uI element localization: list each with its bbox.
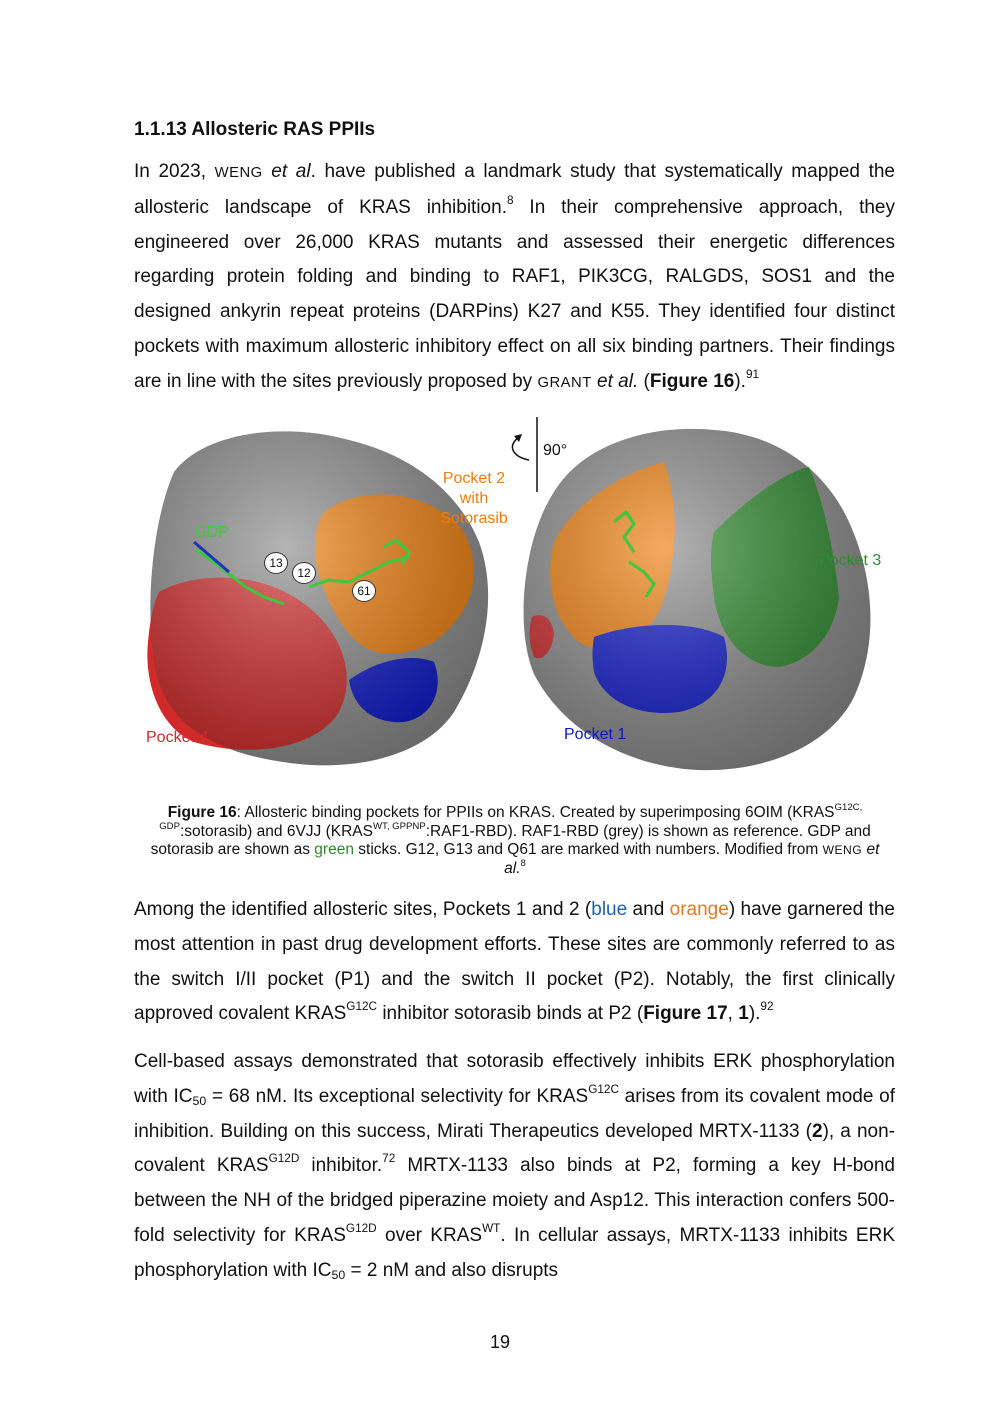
et-al: et al: [262, 161, 311, 182]
pocket-2-label: [434, 469, 514, 529]
text-run: ).: [734, 370, 746, 392]
figure-16: [134, 412, 894, 790]
citation: 92: [760, 1000, 774, 1014]
pocket-1-label: Pocket 1: [564, 726, 627, 743]
gdp-label: GDP: [194, 524, 229, 541]
text-run: ) have garnered the most attention in past drug development efforts. These sites are commonly referred to as the switch I/II pocket (P1) and the switch II pocket (P2). Notably, the first clinically approved covalent KRAS: [134, 899, 895, 1025]
citation: 8: [506, 193, 514, 207]
et-al: et al.: [591, 370, 639, 392]
text-run: sticks. G12, G13 and Q61 are marked with numbers. Modified from: [353, 841, 823, 858]
paragraph-1: [134, 155, 895, 401]
compound-number: 2: [812, 1120, 823, 1142]
section-heading: 1.1.13 Allosteric RAS PPIIs: [134, 119, 376, 140]
text-run: inhibitor sotorasib binds at P2 (: [377, 1003, 644, 1025]
text-run: over KRAS: [376, 1224, 483, 1246]
paragraph-3: [134, 1045, 895, 1289]
text-run: . have published a landmark study that systematically mapped the allosteric landscape of KRAS inhibition.: [134, 161, 895, 218]
subscript: 50: [331, 1267, 346, 1282]
text-run: ), a non-covalent KRAS: [134, 1120, 895, 1177]
superscript: G12C, GDP: [159, 801, 863, 832]
text-run: = 68 nM. Its exceptional selectivity for KRAS: [206, 1085, 589, 1107]
pocket-4-label: Pocket 4: [146, 729, 209, 746]
right-protein-view: [524, 429, 871, 770]
text-run: :RAF1-RBD). RAF1-RBD (grey) is shown as reference. GDP and sotorasib are shown as: [150, 822, 871, 858]
author-name: WENG: [214, 165, 263, 181]
text-run: : Allosteric binding pockets for PPIIs on KRAS. Created by superimposing 6OIM (KRAS: [236, 804, 835, 821]
author-name: GRANT: [537, 374, 592, 391]
et-al: et al.: [504, 841, 880, 877]
text-run: (: [638, 370, 650, 392]
text-run: = 2 nM and also disrupts: [345, 1259, 559, 1281]
pocket-3-label: Pocket 3: [819, 552, 882, 569]
rotation-indicator: [512, 417, 537, 492]
subscript: 50: [192, 1093, 207, 1108]
text-run: and: [627, 899, 670, 920]
page-number: 19: [489, 1332, 511, 1352]
compound-number: 1: [738, 1003, 749, 1025]
citation: 8: [520, 857, 526, 869]
caption-label: Figure 16: [167, 804, 237, 821]
figure-reference: Figure 16: [649, 370, 735, 392]
residue-61-badge: 61: [352, 580, 376, 602]
figure-caption: [150, 801, 880, 878]
text-run: In their comprehensive approach, they engineered over 26,000 KRAS mutants and assessed their energetic differences regarding protein folding and binding to RAF1, PIK3CG, RALGDS, SOS1 and the designed ankyrin repeat proteins (DARPins) K27 and K55. They identified four distinct pockets with maximum allosteric inhibitory effect on all six binding partners. Their findings are in line with the sites previously proposed by: [134, 196, 895, 392]
superscript: G12D: [268, 1152, 300, 1166]
superscript: G12C: [346, 1000, 378, 1014]
surface-shading-right: [524, 429, 871, 770]
residue-13-badge: 13: [264, 552, 288, 574]
text-run: In 2023,: [134, 161, 215, 182]
pocket-2-label-line: Pocket 2: [442, 470, 506, 487]
residue-12-badge: 12: [292, 562, 316, 584]
text-run: MRTX-1133 also binds at P2, forming a key H-bond between the NH of the bridged piperazine moiety and Asp12. This interaction confers 500-fold selectivity for KRAS: [134, 1155, 895, 1246]
author-name: WENG: [822, 843, 863, 857]
paragraph-2: [134, 893, 895, 1032]
text-run: Cell-based assays demonstrated that sotorasib effectively inhibits ERK phosphorylation with IC: [134, 1051, 895, 1107]
text-run: ).: [748, 1003, 761, 1025]
figure-reference: Figure 17: [643, 1003, 728, 1025]
colored-word-orange: orange: [669, 899, 729, 920]
text-run: inhibitor.: [299, 1155, 383, 1177]
superscript: WT: [482, 1222, 501, 1236]
text-run: arises from its covalent mode of inhibition. Building on this success, Mirati Therapeutics developed MRTX-1133 (: [134, 1085, 895, 1142]
text-run: Among the identified allosteric sites, Pockets 1 and 2 (: [134, 899, 592, 920]
superscript: G12C: [588, 1082, 619, 1096]
colored-word-blue: blue: [591, 899, 628, 920]
pocket-2-label-line: Sotorasib: [440, 510, 508, 527]
citation: 72: [382, 1152, 396, 1166]
rotation-arrow: [512, 437, 529, 460]
text-run: ,: [727, 1003, 739, 1025]
superscript: WT, GPPNP: [372, 820, 426, 832]
pocket-2-label-line: with: [459, 490, 489, 507]
citation: 91: [745, 367, 760, 381]
protein-surface-illustration: [134, 412, 894, 790]
rotation-label: 90°: [543, 442, 568, 459]
colored-word-green: green: [314, 841, 354, 858]
superscript: G12D: [345, 1222, 377, 1236]
text-run: . In cellular assays, MRTX-1133 inhibits ERK phosphorylation with IC: [134, 1224, 895, 1281]
text-run: :sotorasib) and 6VJJ (KRAS: [179, 822, 373, 840]
